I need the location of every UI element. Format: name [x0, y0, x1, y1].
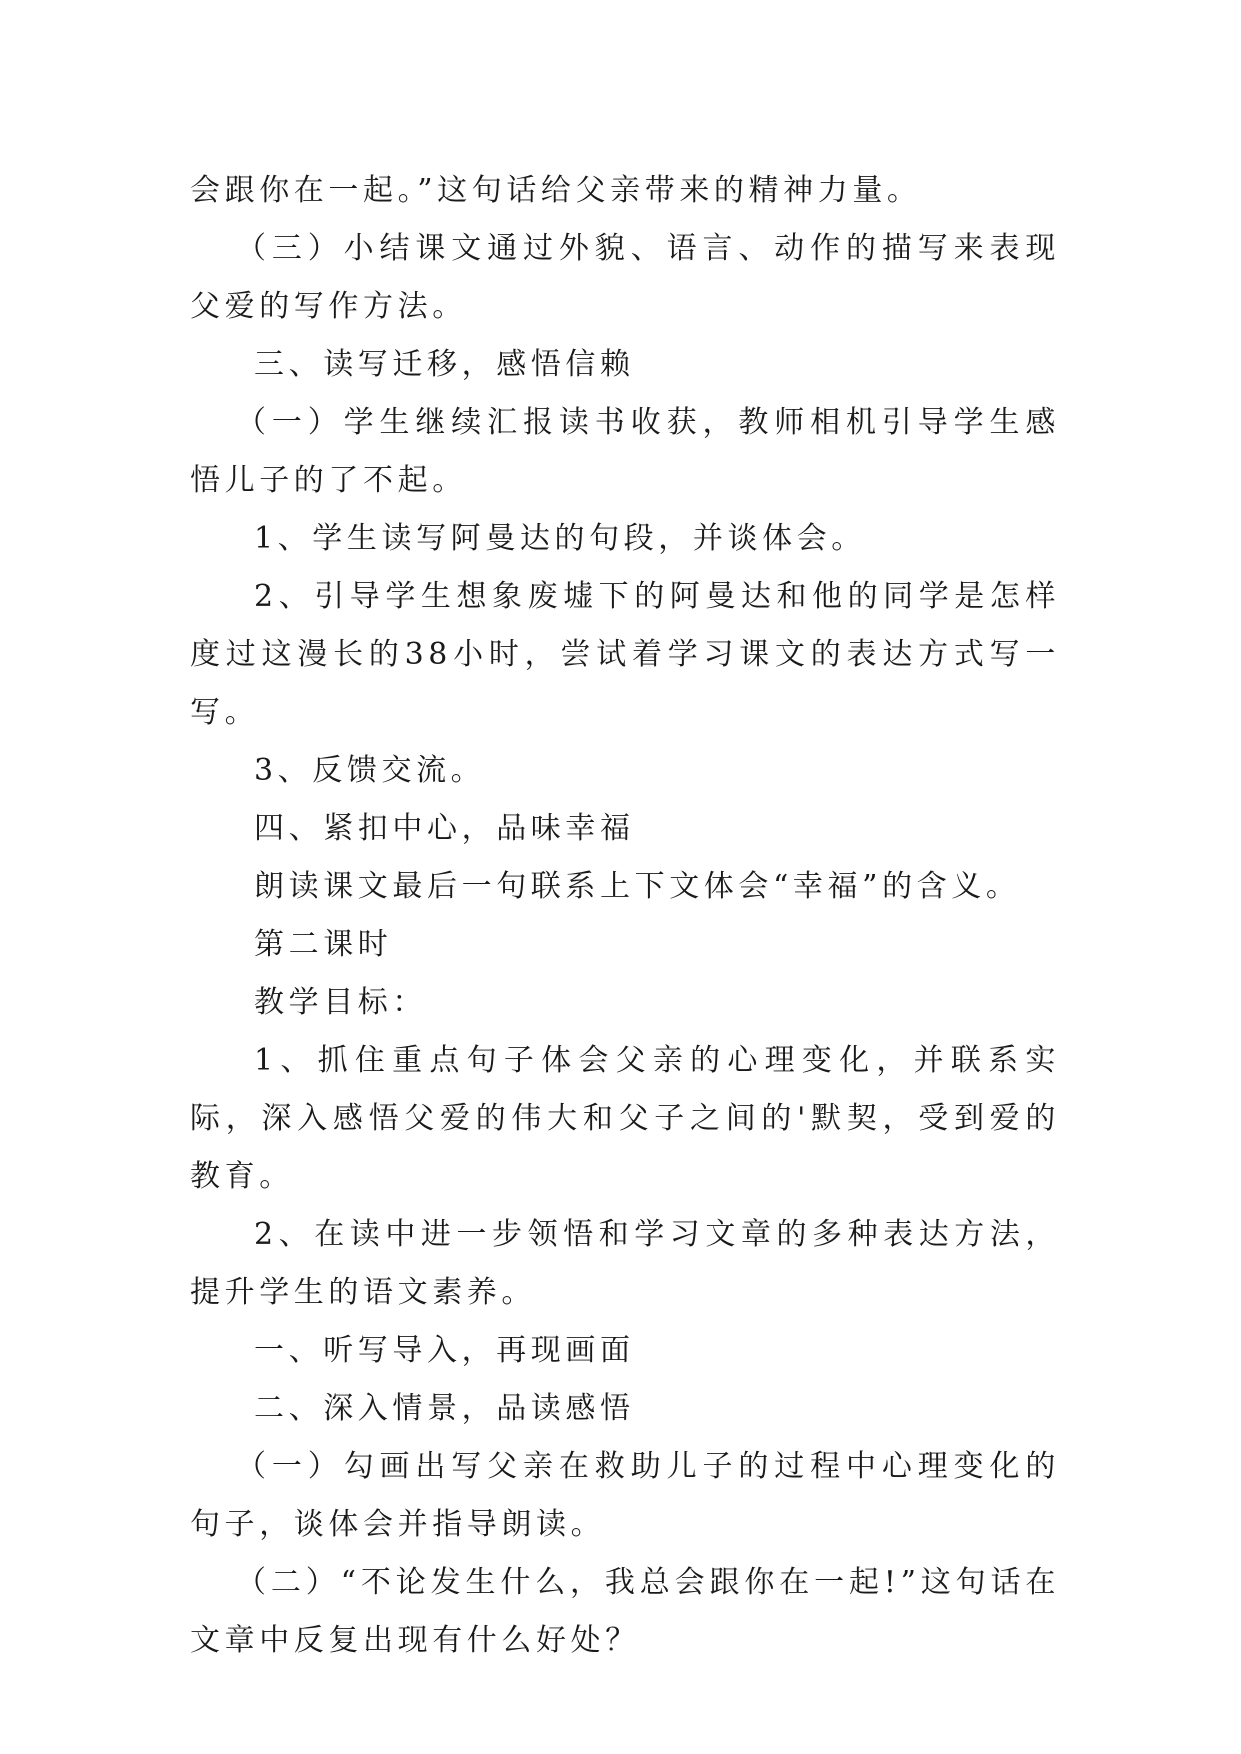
objective-item-1: 1、抓住重点句子体会父亲的心理变化，并联系实际，深入感悟父爱的伟大和父子之间的'默契，受到爱的教育。 — [190, 1043, 1060, 1194]
paragraph-sub-2: （一）勾画出写父亲在救助儿子的过程中心理变化的句子，谈体会并指导朗读。 — [190, 1449, 1060, 1542]
paragraph-sub-1: （一）学生继续汇报读书收获，教师相机引导学生感悟儿子的了不起。 — [190, 405, 1060, 498]
body-text — [190, 162, 1060, 1670]
paragraph-continuation: 会跟你在一起。”这句话给父亲带来的精神力量。 — [190, 173, 922, 208]
paragraph-reading: 朗读课文最后一句联系上下文体会“幸福”的含义。 — [254, 869, 1021, 904]
list-item-1: 1、学生读写阿曼达的句段，并谈体会。 — [254, 521, 866, 556]
paragraph-sub-3: （二）“不论发生什么，我总会跟你在一起!”这句话在文章中反复出现有什么好处？ — [190, 1565, 1060, 1658]
list-item-3: 3、反馈交流。 — [254, 753, 486, 788]
section-heading-3: 三、读写迁移，感悟信赖 — [254, 347, 635, 382]
paragraph-summary: （三）小结课文通过外貌、语言、动作的描写来表现父爱的写作方法。 — [190, 231, 1060, 324]
section-heading-1: 一、听写导入，再现画面 — [254, 1333, 635, 1368]
objectives-heading: 教学目标： — [254, 985, 427, 1020]
section-heading-2: 二、深入情景，品读感悟 — [254, 1391, 635, 1426]
lesson-heading: 第二课时 — [254, 927, 393, 962]
objective-item-2: 2、在读中进一步领悟和学习文章的多种表达方法，提升学生的语文素养。 — [190, 1217, 1060, 1310]
list-item-2: 2、引导学生想象废墟下的阿曼达和他的同学是怎样度过这漫长的38小时，尝试着学习课文的表达方式写一写。 — [190, 579, 1060, 730]
section-heading-4: 四、紧扣中心，品味幸福 — [254, 811, 635, 846]
